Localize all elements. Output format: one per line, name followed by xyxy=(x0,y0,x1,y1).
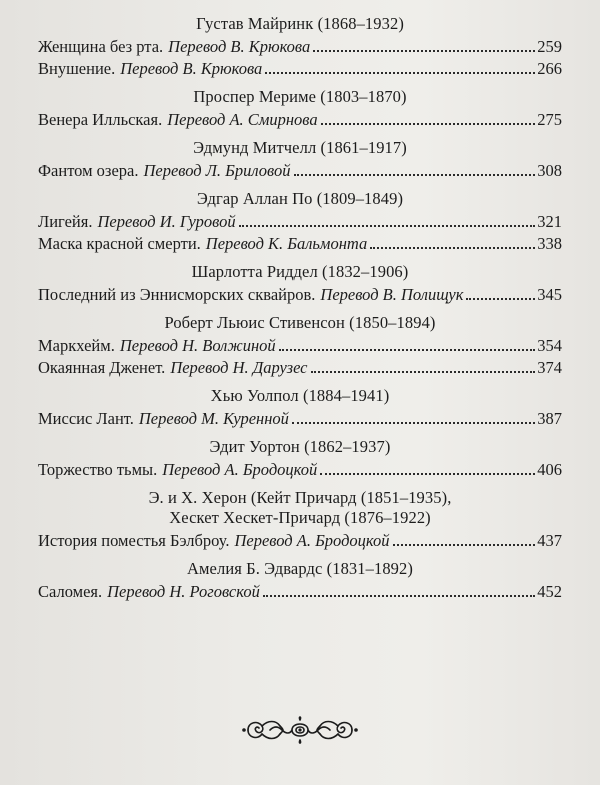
dot-leader xyxy=(263,595,535,597)
translator-credit: Перевод Л. Бриловой xyxy=(143,161,291,180)
author-heading xyxy=(38,189,562,209)
author-heading xyxy=(38,437,562,457)
toc-entry xyxy=(38,234,562,254)
table-of-contents xyxy=(38,14,562,604)
toc-entry xyxy=(38,59,562,79)
author-name: Хью Уолпол (1884–1941) xyxy=(210,386,390,405)
translator-credit: Перевод А. Бродоцкой xyxy=(234,531,390,550)
toc-entry xyxy=(38,161,562,181)
author-name: Эдит Уортон (1862–1937) xyxy=(209,437,391,456)
story-title: Торжество тьмы. xyxy=(38,460,158,479)
translator-credit: Перевод А. Бродоцкой xyxy=(162,460,318,479)
story-title: Последний из Эннисморских сквайров. xyxy=(38,285,316,304)
author-heading xyxy=(38,262,562,282)
dot-leader xyxy=(313,50,535,52)
author-name: Проспер Мериме (1803–1870) xyxy=(193,87,407,106)
dot-leader xyxy=(292,422,535,424)
author-heading xyxy=(38,559,562,579)
page-number: 266 xyxy=(537,59,562,78)
author-heading xyxy=(38,87,562,107)
dot-leader xyxy=(320,473,535,475)
author-heading xyxy=(38,14,562,34)
page-number: 345 xyxy=(537,285,562,304)
decorative-vignette-icon xyxy=(240,712,360,748)
toc-entry xyxy=(38,409,562,429)
page-number: 321 xyxy=(537,212,562,231)
story-title: Лигейя. xyxy=(38,212,93,231)
story-title: Миссис Лант. xyxy=(38,409,134,428)
story-title: История поместья Бэлброу. xyxy=(38,531,230,550)
author-name: Эдмунд Митчелл (1861–1917) xyxy=(193,138,407,157)
page-number: 338 xyxy=(537,234,562,253)
story-title: Фантом озера. xyxy=(38,161,139,180)
story-title: Женщина без рта. xyxy=(38,37,164,56)
author-heading xyxy=(38,386,562,406)
page-number: 406 xyxy=(537,460,562,479)
story-title: Саломея. xyxy=(38,582,103,601)
toc-entry xyxy=(38,336,562,356)
page-number: 374 xyxy=(537,358,562,377)
author-name: Густав Майринк (1868–1932) xyxy=(196,14,404,33)
translator-credit: Перевод В. Крюкова xyxy=(120,59,263,78)
translator-credit: Перевод Н. Роговской xyxy=(107,582,260,601)
author-name: Эдгар Аллан По (1809–1849) xyxy=(196,189,404,208)
page-number: 354 xyxy=(537,336,562,355)
translator-credit: Перевод В. Крюкова xyxy=(168,37,311,56)
toc-entry xyxy=(38,285,562,305)
page-number: 275 xyxy=(537,110,562,129)
dot-leader xyxy=(321,123,536,125)
dot-leader xyxy=(265,72,535,74)
toc-entry xyxy=(38,212,562,232)
toc-entry xyxy=(38,110,562,130)
translator-credit: Перевод Н. Дарузес xyxy=(170,358,308,377)
dot-leader xyxy=(311,371,536,373)
story-title: Внушение. xyxy=(38,59,116,78)
dot-leader xyxy=(239,225,536,227)
toc-entry xyxy=(38,582,562,602)
translator-credit: Перевод Н. Волжиной xyxy=(119,336,276,355)
author-name: Роберт Льюис Стивенсон (1850–1894) xyxy=(164,313,436,332)
story-title: Маска красной смерти. xyxy=(38,234,201,253)
toc-entry xyxy=(38,531,562,551)
story-title: Окаянная Дженет. xyxy=(38,358,166,377)
story-title: Маркхейм. xyxy=(38,336,115,355)
translator-credit: Перевод И. Гуровой xyxy=(97,212,236,231)
page-number: 387 xyxy=(537,409,562,428)
author-name: Амелия Б. Эдвардс (1831–1892) xyxy=(187,559,413,578)
page-number: 308 xyxy=(537,161,562,180)
author-name: Хескет Хескет-Причард (1876–1922) xyxy=(169,508,431,527)
dot-leader xyxy=(279,349,536,351)
translator-credit: Перевод А. Смирнова xyxy=(167,110,318,129)
author-heading xyxy=(38,138,562,158)
author-name: Э. и Х. Херон (Кейт Причард (1851–1935), xyxy=(148,488,452,507)
dot-leader xyxy=(393,544,536,546)
author-heading xyxy=(38,488,562,528)
author-heading xyxy=(38,313,562,333)
story-title: Венера Илльская. xyxy=(38,110,163,129)
page-number: 452 xyxy=(537,582,562,601)
dot-leader xyxy=(370,247,535,249)
translator-credit: Перевод К. Бальмонта xyxy=(205,234,368,253)
toc-entry xyxy=(38,358,562,378)
page-number: 437 xyxy=(537,531,562,550)
translator-credit: Перевод В. Полищук xyxy=(320,285,464,304)
author-name: Шарлотта Риддел (1832–1906) xyxy=(191,262,409,281)
toc-entry xyxy=(38,460,562,480)
dot-leader xyxy=(466,298,535,300)
translator-credit: Перевод М. Куренной xyxy=(138,409,289,428)
page-number: 259 xyxy=(537,37,562,56)
toc-entry xyxy=(38,37,562,57)
dot-leader xyxy=(294,174,536,176)
